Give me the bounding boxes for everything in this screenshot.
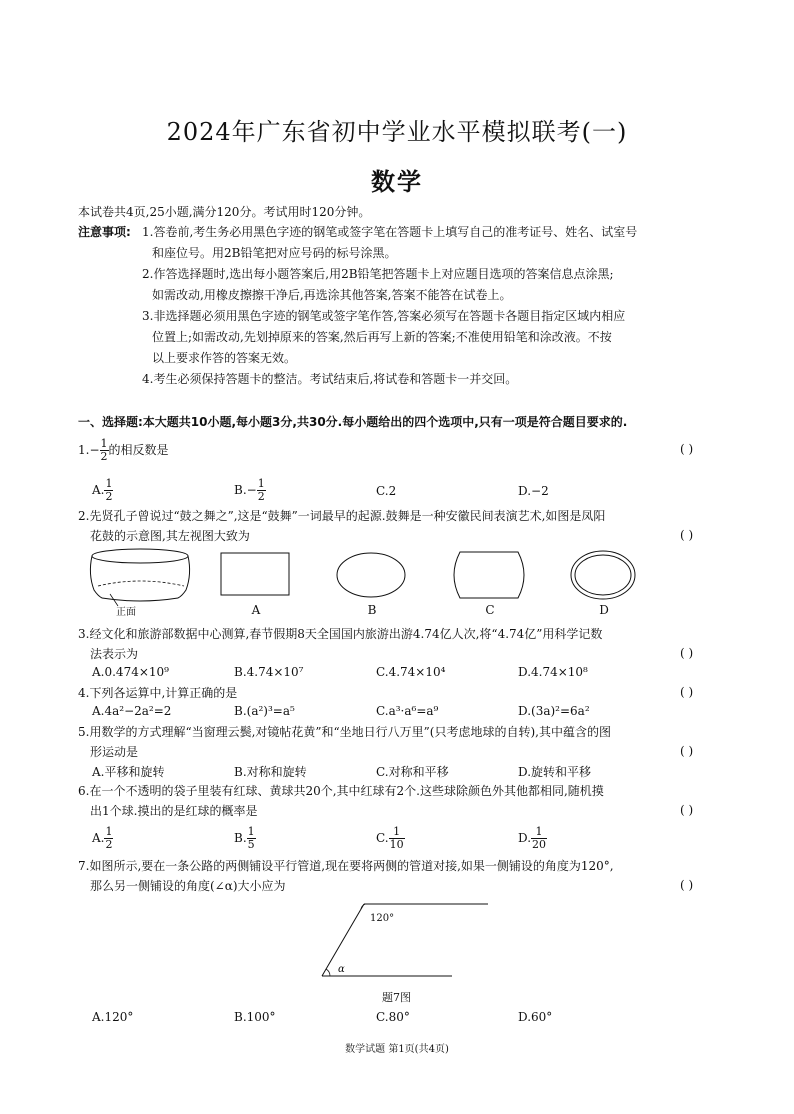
question-3-cont: 法表示为 bbox=[90, 647, 139, 661]
option-d: D.4.74×10⁸ bbox=[518, 665, 588, 679]
option-b-ellipse bbox=[336, 552, 408, 600]
option-c: C.2 bbox=[376, 484, 397, 498]
option-c-barrel bbox=[452, 550, 528, 602]
answer-paren: ( ) bbox=[680, 878, 694, 892]
drum-figure bbox=[88, 546, 208, 618]
option-c: C.4.74×10⁴ bbox=[376, 665, 446, 679]
subject-title: 数学 bbox=[371, 168, 423, 196]
option-a-rectangle bbox=[220, 552, 292, 598]
figure-label-b: B bbox=[367, 603, 377, 617]
option-b: B.100° bbox=[234, 1010, 276, 1024]
option-b: B.− $\frac{1}{2}$ bbox=[234, 477, 265, 503]
figure-label-d: D bbox=[599, 603, 609, 617]
option-a: A.4a²−2a²=2 bbox=[92, 704, 172, 718]
notice-line: 1.答卷前,考生务必用黑色字迹的钢笔或签字笔在答题卡上填写自己的准考证号、姓名、试室号 bbox=[142, 225, 638, 239]
fraction: $\frac{1}{2}$ bbox=[100, 437, 108, 463]
notice-line: 以上要求作答的答案无效。 bbox=[152, 351, 297, 365]
alpha-label: α bbox=[338, 964, 345, 975]
notice-line: 和座位号。用2B铅笔把对应号码的标号涂黑。 bbox=[152, 246, 397, 260]
option-b: B.对称和旋转 bbox=[234, 765, 307, 779]
angle-120-label: 120° bbox=[370, 913, 395, 924]
option-b: B. $\frac{1}{5}$ bbox=[234, 825, 255, 851]
option-d: D.60° bbox=[518, 1010, 553, 1024]
exam-info: 本试卷共4页,25小题,满分120分。考试用时120分钟。 bbox=[78, 205, 371, 219]
question-6-cont: 出1个球.摸出的是红球的概率是 bbox=[90, 804, 258, 818]
figure-caption: 题7图 bbox=[382, 991, 411, 1004]
question-5-cont: 形运动是 bbox=[90, 745, 139, 759]
option-a: A. $\frac{1}{2}$ bbox=[92, 825, 113, 851]
answer-paren: ( ) bbox=[680, 646, 694, 660]
option-c: C.80° bbox=[376, 1010, 410, 1024]
answer-paren: ( ) bbox=[680, 803, 694, 817]
notice-line: 4.考生必须保持答题卡的整洁。考试结束后,将试卷和答题卡一并交回。 bbox=[142, 372, 518, 386]
question-2: 2.先贤孔子曾说过“鼓之舞之”,这是“鼓舞”一词最早的起源.鼓舞是一种安徽民间表演艺术,如图是凤阳 bbox=[78, 509, 606, 523]
option-b: B.(a²)³=a⁵ bbox=[234, 704, 295, 718]
pipe-angle-figure bbox=[318, 900, 498, 982]
notice-label: 注意事项: bbox=[78, 225, 131, 239]
option-a: A.0.474×10⁹ bbox=[92, 665, 169, 679]
question-6: 6.在一个不透明的袋子里装有红球、黄球共20个,其中红球有2个.这些球除颜色外其他都相同,随机摸 bbox=[78, 784, 604, 798]
page-footer: 数学试题 第1页(共4页) bbox=[345, 1044, 449, 1055]
question-7-cont: 那么另一侧铺设的角度(∠α)大小应为 bbox=[90, 879, 286, 893]
question-4: 4.下列各运算中,计算正确的是 bbox=[78, 686, 238, 700]
option-d: D. $\frac{1}{20}$ bbox=[518, 825, 547, 851]
question-2-cont: 花鼓的示意图,其左视图大致为 bbox=[90, 529, 250, 543]
notice-line: 如需改动,用橡皮擦擦干净后,再选涂其他答案,答案不能答在试卷上。 bbox=[152, 288, 512, 302]
figure-label-c: C bbox=[485, 603, 495, 617]
figure-label-a: A bbox=[251, 603, 261, 617]
notice-line: 位置上;如需改动,先划掉原来的答案,然后再写上新的答案;不准使用铅笔和涂改液。不按 bbox=[152, 330, 612, 344]
option-b: B.4.74×10⁷ bbox=[234, 665, 304, 679]
option-c: C.对称和平移 bbox=[376, 765, 449, 779]
question-1: 1.− $\frac{1}{2}$ 的相反数是 bbox=[78, 437, 169, 463]
option-d: D.(3a)²=6a² bbox=[518, 704, 590, 718]
question-3: 3.经文化和旅游部数据中心测算,春节假期8天全国国内旅游出游4.74亿人次,将“4.74亿”用科学记数 bbox=[78, 627, 603, 641]
option-c: C. $\frac{1}{10}$ bbox=[376, 825, 404, 851]
answer-paren: ( ) bbox=[680, 528, 694, 542]
option-d: D.−2 bbox=[518, 484, 549, 498]
answer-paren: ( ) bbox=[680, 685, 694, 699]
option-a: A.120° bbox=[92, 1010, 134, 1024]
section-heading: 一、选择题:本大题共10小题,每小题3分,共30分.每小题给出的四个选项中,只有一项是符合题目要求的. bbox=[78, 415, 628, 429]
option-d: D.旋转和平移 bbox=[518, 765, 592, 779]
question-7: 7.如图所示,要在一条公路的两侧铺设平行管道,现在要将两侧的管道对接,如果一侧铺设的角度为120°, bbox=[78, 859, 614, 873]
option-a: A.平移和旋转 bbox=[92, 765, 165, 779]
question-5: 5.用数学的方式理解“当窗理云鬓,对镜帖花黄”和“坐地日行八万里”(只考虑地球的自转),其中蕴含的图 bbox=[78, 725, 611, 739]
exam-title: 2024年广东省初中学业水平模拟联考(一) bbox=[166, 118, 628, 146]
option-c: C.a³·a⁶=a⁹ bbox=[376, 704, 439, 718]
notice-line: 2.作答选择题时,选出每小题答案后,用2B铅笔把答题卡上对应题目选项的答案信息点涂黑; bbox=[142, 267, 614, 281]
front-label: 正面 bbox=[116, 607, 136, 618]
notice-line: 3.非选择题必须用黑色字迹的钢笔或签字笔作答,答案必须写在答题卡各题目指定区域内相应 bbox=[142, 309, 626, 323]
answer-paren: ( ) bbox=[680, 744, 694, 758]
answer-paren: ( ) bbox=[680, 442, 694, 456]
option-a: A. $\frac{1}{2}$ bbox=[92, 477, 113, 503]
option-d-rings bbox=[570, 550, 638, 602]
